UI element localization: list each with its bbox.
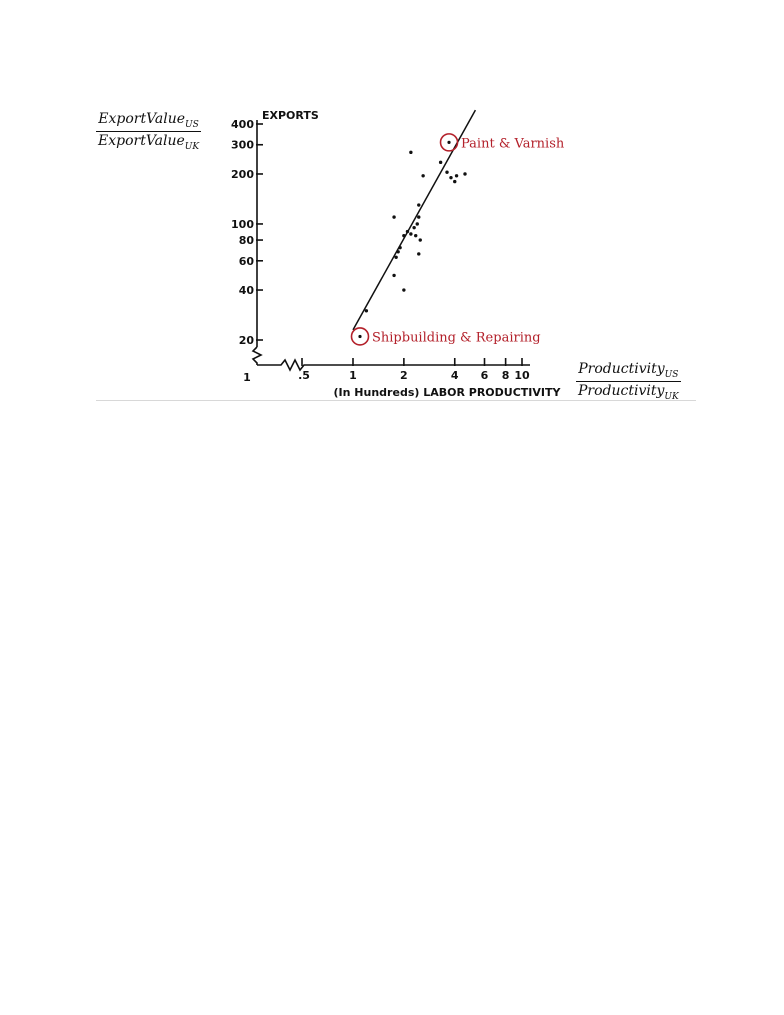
chart-figure (0, 0, 784, 410)
data-point (463, 172, 466, 175)
data-point (409, 232, 412, 235)
x-num-base: Productivity (578, 361, 665, 377)
data-point (398, 246, 401, 249)
highlight-point (447, 141, 450, 144)
data-point (455, 174, 458, 177)
x-tick-label: 8 (501, 369, 510, 382)
data-point (417, 252, 420, 255)
y-ratio-denominator (96, 132, 201, 153)
data-point (421, 174, 424, 177)
data-point (365, 309, 368, 312)
y-den-sub: UK (184, 141, 200, 152)
data-point (414, 234, 417, 237)
y-tick-label: 60 (238, 254, 254, 268)
data-point (417, 215, 420, 218)
x-tick-label: 10 (514, 369, 530, 382)
y-ratio-numerator (96, 110, 201, 132)
x-tick-label: 2 (400, 369, 408, 382)
data-point (396, 250, 399, 253)
y-num-sub: US (185, 119, 199, 130)
x-ratio-numerator (576, 360, 681, 382)
bottom-rule (96, 400, 696, 401)
points-layer (365, 151, 467, 313)
data-point (409, 151, 412, 154)
x-ratio-label (576, 360, 681, 403)
y-den-base: ExportValue (98, 132, 185, 149)
x-tick-label: .5 (298, 369, 310, 382)
highlight-point (358, 335, 361, 338)
x-origin-label: 1 (243, 371, 251, 384)
label-shipbuilding: Shipbuilding & Repairing (371, 330, 541, 346)
x-den-base: Productivity (578, 382, 665, 399)
data-point (416, 222, 419, 225)
data-point (412, 226, 415, 229)
data-point (419, 238, 422, 241)
data-point (449, 176, 452, 179)
x-axis-title: (In Hundreds) LABOR PRODUCTIVITY (333, 386, 561, 399)
y-tick-label: 300 (231, 138, 254, 152)
x-tick-label: 4 (450, 369, 459, 382)
x-num-sub: US (664, 369, 679, 380)
data-point (445, 170, 448, 173)
highlights-layer (351, 134, 564, 346)
data-point (453, 180, 456, 183)
data-point (402, 288, 405, 291)
y-tick-label: 20 (238, 334, 254, 347)
data-point (392, 215, 395, 218)
y-tick-label: 400 (231, 118, 254, 131)
data-point (402, 234, 405, 237)
scatter-plot (0, 0, 784, 410)
y-ratio-label (96, 110, 201, 153)
data-point (392, 274, 395, 277)
y-tick-label: 100 (231, 217, 254, 231)
x-tick-label: 6 (480, 369, 489, 382)
y-num-base: ExportValue (98, 111, 186, 127)
y-tick-label: 40 (238, 284, 254, 298)
data-point (406, 230, 409, 233)
data-point (417, 203, 420, 206)
x-tick-label: 1 (349, 369, 357, 382)
label-paint-varnish: Paint & Varnish (461, 136, 565, 152)
y-tick-label: 200 (231, 167, 254, 181)
y-axis-title: EXPORTS (262, 109, 319, 122)
data-point (394, 256, 397, 259)
y-axis-break (253, 347, 261, 365)
data-point (439, 161, 442, 164)
x-den-sub: UK (664, 391, 679, 402)
y-tick-label: 80 (238, 234, 254, 248)
